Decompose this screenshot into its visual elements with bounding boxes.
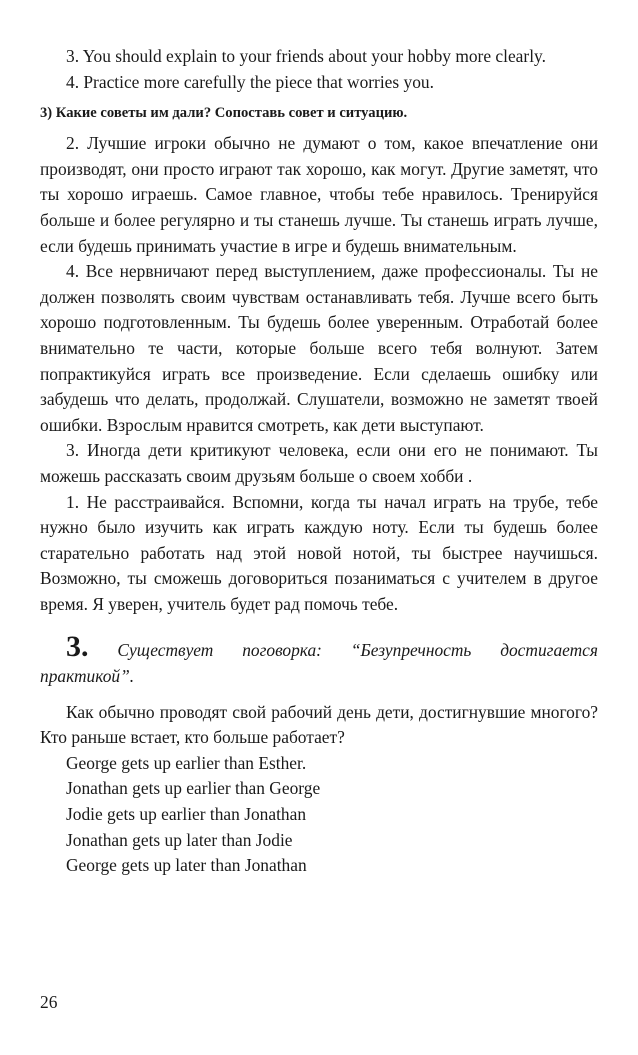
statement-4: Jonathan gets up later than Jodie: [66, 829, 293, 850]
statement-2: Jonathan gets up earlier than George: [66, 778, 321, 799]
page-content: [40, 44, 598, 879]
advice-paragraph-1: 2. Лучшие игроки обычно не думают о том, какое впечатление они производят, они просто играют так хорошо, как могут. Другие заметят, что ты хорошо играешь. Самое главное, чтобы тебе нравилось. Тренируйся больше и более регулярно и ты станешь лучше. Ты станешь играть лучше, если будешь принимать участие в игре и будешь внимательным.: [40, 133, 598, 256]
statement-3: Jodie gets up earlier than Jonathan: [66, 804, 307, 825]
question-paragraph: Как обычно проводят свой рабочий день дети, достигнувшие многого? Кто раньше встает, кто больше работает?: [40, 701, 598, 748]
top-item-2: 4. Practice more carefully the piece that worries you.: [66, 71, 434, 92]
section-number: 3.: [66, 630, 89, 664]
task-heading: 3) Какие советы им дали? Сопоставь совет и ситуацию.: [40, 105, 408, 122]
advice-paragraph-4: 1. Не расстраивайся. Вспомни, когда ты начал играть на трубе, тебе нужно было изучить как играть каждую ноту. Если ты будешь более старательно работать над этой новой нотой, ты быстрее научишься. Возможно, ты сможешь договориться позаниматься с учителем в другое время. Я уверен, учитель будет рад помочь тебе.: [40, 491, 598, 614]
advice-paragraph-3: 3. Иногда дети критикуют человека, если они его не понимают. Ты можешь рассказать своим друзьям больше о своем хобби .: [40, 440, 598, 486]
advice-paragraph-2: 4. Все нервничают перед выступлением, даже профессионалы. Ты не должен позволять своим чувствам останавливать тебя. Лучше всего быть хорошо подготовленным. Ты будешь более уверенным. Отработай более внимательно те части, которые больше всего тебя волнуют. Затем попрактикуйся играть все произведение. Если сделаешь ошибку или забудешь что делать, продолжай. Слушатели, возможно не заметят твоей ошибки. Взрослым нравится смотреть, как дети выступают.: [40, 261, 598, 435]
page-number: 26: [40, 992, 58, 1012]
statement-5: George gets up later than Jonathan: [66, 855, 307, 876]
statement-1: George gets up earlier than Esther.: [66, 752, 307, 773]
section-heading: [40, 630, 598, 689]
top-item-1: 3. You should explain to your friends about your hobby more clearly.: [66, 46, 546, 66]
section-title: Существует поговорка: “Безупречность достигается практикой”.: [40, 640, 598, 687]
